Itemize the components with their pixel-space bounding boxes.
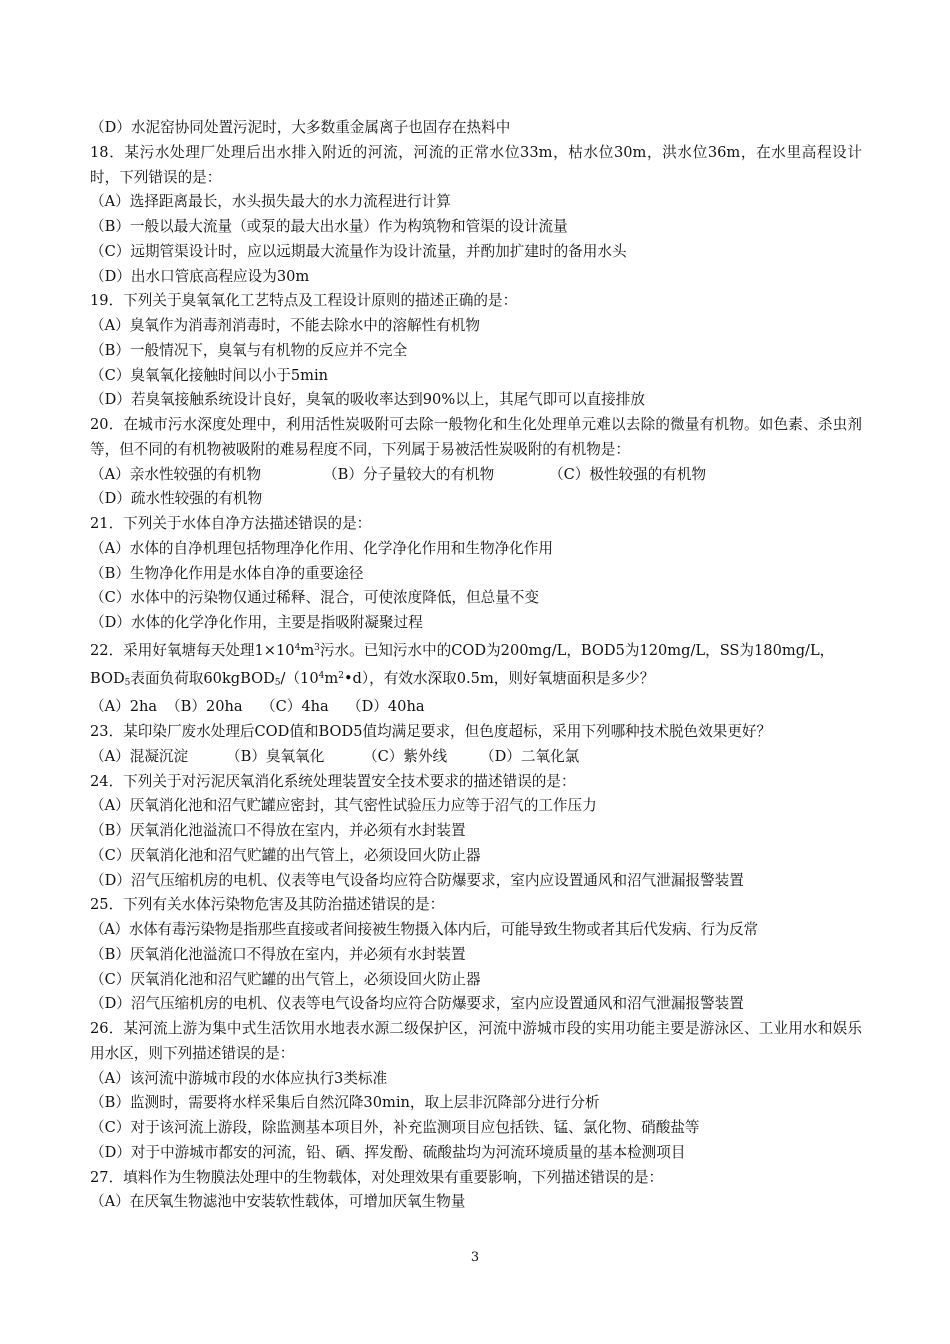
q26-option-d: （D）对于中游城市都安的河流，铅、硒、挥发酚、硫酸盐均为河流环境质量的基本检测项目 (90, 1143, 686, 1161)
q25-option-a: （A）水体有毒污染物是指那些直接或者间接被生物摄入体内后，可能导致生物或者其后代发病、行为反常 (90, 921, 758, 938)
q20-options-row (90, 463, 862, 488)
q22-stem-text-c: 污水。已知污水中的COD为200mg/L，BOD5为120mg/L，SS为180mg/L， (319, 641, 835, 659)
q25-option-d: （D）沼气压缩机房的电机、仪表等电气设备均应符合防爆要求，室内应设置通风和沼气泄漏报警装置 (90, 995, 744, 1013)
q20-option-a: （A）亲水性较强的有机物 (90, 465, 262, 483)
q21-option-a: （A）水体的自净机理包括物理净化作用、化学净化作用和生物净化作用 (90, 539, 553, 557)
q22-unit-m: m (324, 669, 339, 687)
q23-options-row (90, 745, 862, 770)
q23-option-c: （C）紫外线 (363, 747, 448, 765)
q22-bod: BOD (90, 669, 125, 687)
exam-content (90, 116, 862, 1215)
q24-option-b: （B）厌氧消化池溢流口不得放在室内，并必须有水封装置 (90, 822, 466, 839)
q19-option-b: （B）一般情况下，臭氧与有机物的反应并不完全 (90, 341, 408, 359)
q22-tail-text: •d），有效水深取0.5m，则好氧塘面积是多少？ (343, 669, 655, 687)
q20-option-d: （D）疏水性较强的有机物 (90, 490, 263, 508)
q19-option-a: （A）臭氧作为消毒剂消毒时，不能去除水中的溶解性有机物 (90, 317, 480, 334)
q19-stem: 19．下列关于臭氧氧化工艺特点及工程设计原则的描述正确的是： (90, 292, 518, 310)
q20-option-b: （B）分子量较大的有机物 (323, 465, 495, 483)
q25-stem: 25．下列有关水体污染物危害及其防治描述错误的是： (90, 896, 445, 914)
q24-option-a: （A）厌氧消化池和沼气贮罐应密封，其气密性试验压力应等于沼气的工作压力 (90, 797, 597, 815)
q26-option-c: （C）对于该河流上游段，除监测基本项目外，补充监测项目应包括铁、锰、氯化物、硝酸盐等 (90, 1119, 700, 1136)
q23-option-a: （A）混凝沉淀 (90, 747, 189, 765)
q22-option-d: （D）40ha (347, 698, 425, 716)
q18-option-b: （B）一般以最大流量（或泵的最大出水量）作为构筑物和管渠的设计流量 (90, 218, 568, 235)
q23-option-b: （B）臭氧氧化 (226, 747, 325, 765)
q22-sub-5: 5 (124, 677, 131, 688)
q24-option-c: （C）厌氧消化池和沼气贮罐的出气管上，必须设回火防止器 (90, 846, 481, 864)
q22-sup-2: 2 (338, 670, 344, 681)
q19-option-c: （C）臭氧氧化接触时间以小于5min (90, 366, 329, 384)
q26-option-b: （B）监测时，需要将水样采集后自然沉降30min，取上层非沉降部分进行分析 (90, 1094, 600, 1112)
q22-option-a: （A）2ha (90, 698, 158, 716)
q23-stem: 23．某印染厂废水处理后COD值和BOD5值均满足要求，但色度超标，采用下列哪种技术脱色效果更好？ (90, 723, 772, 740)
q24-option-d: （D）沼气压缩机房的电机、仪表等电气设备均应符合防爆要求，室内应设置通风和沼气泄漏报警装置 (90, 871, 744, 889)
q21-option-d: （D）水体的化学净化作用，主要是指吸附凝聚过程 (90, 614, 423, 631)
q24-stem: 24．下列关于对污泥厌氧消化系统处理装置安全技术要求的描述错误的是： (90, 772, 576, 790)
q27-stem: 27．填料作为生物膜法处理中的生物载体，对处理效果有重要影响，下列描述错误的是： (90, 1168, 664, 1186)
q22-sup-4b: 4 (318, 670, 325, 681)
q27-option-a: （A）在厌氧生物滤池中安装软性载体，可增加厌氧生物量 (90, 1193, 466, 1211)
q21-option-b: （B）生物净化作用是水体自净的重要途径 (90, 564, 364, 582)
q25-option-b: （B）厌氧消化池溢流口不得放在室内，并必须有水封装置 (90, 945, 466, 963)
q23-option-d: （D）二氧化氯 (480, 747, 580, 765)
q19-option-d: （D）若臭氧接触系统设计良好，臭氧的吸收率达到90%以上，其尾气即可以直接排放 (90, 391, 645, 409)
q18-option-d: （D）出水口管底高程应设为30m (90, 267, 310, 285)
q25-option-c: （C）厌氧消化池和沼气贮罐的出气管上，必须设回火防止器 (90, 970, 481, 988)
q22-load-text: 表面负荷取60kgBOD (130, 669, 275, 687)
q22-stem-line2 (90, 664, 862, 696)
q18-option-a: （A）选择距离最长，水头损失最大的水力流程进行计算 (90, 193, 451, 211)
page-number: 3 (470, 1250, 480, 1265)
q22-option-b: （B）20ha (166, 698, 243, 716)
q21-stem: 21．下列关于水体自净方法描述错误的是： (90, 515, 372, 532)
q18-stem: 18．某污水处理厂处理后出水排入附近的河流，河流的正常水位33m，枯水位30m，洪水位36m，在水里高程设计时，下列错误的是： (90, 143, 862, 186)
q21-option-c: （C）水体中的污染物仅通过稀释、混合，可使浓度降低，但总量不变 (90, 589, 539, 607)
q22-stem-text-a: 22．采用好氧塘每天处理1×10 (90, 641, 295, 659)
q26-option-a: （A）该河流中游城市段的水体应执行3类标准 (90, 1069, 388, 1087)
q22-paren-text: /（10 (280, 669, 319, 687)
q22-sup-3: 3 (314, 642, 320, 653)
q22-stem-line1 (90, 636, 862, 664)
q20-stem: 20．在城市污水深度处理中，利用活性炭吸附可去除一般物化和生化处理单元难以去除的微量有机物。如色素、杀虫剂等，但不同的有机物被吸附的难易程度不同，下列属于易被活性炭吸附的有机物是： (90, 416, 862, 458)
q22-options-row (90, 695, 862, 720)
q22-sup-4: 4 (294, 642, 301, 653)
q26-stem: 26．某河流上游为集中式生活饮用水地表水源二级保护区，河流中游城市段的实用功能主要是游泳区、工业用水和娱乐用水区，则下列描述错误的是： (90, 1020, 862, 1062)
q20-option-c: （C）极性较强的有机物 (549, 465, 707, 483)
q22-sub-5b: 5 (274, 677, 281, 688)
q22-option-c: （C）4ha (261, 698, 329, 716)
q17-option-d: （D）水泥窑协同处置污泥时，大多数重金属离子也固存在热料中 (90, 119, 511, 136)
q22-stem-unit: m (300, 641, 315, 659)
q18-option-c: （C）远期管渠设计时，应以远期最大流量作为设计流量，并酌加扩建时的备用水头 (90, 242, 627, 260)
